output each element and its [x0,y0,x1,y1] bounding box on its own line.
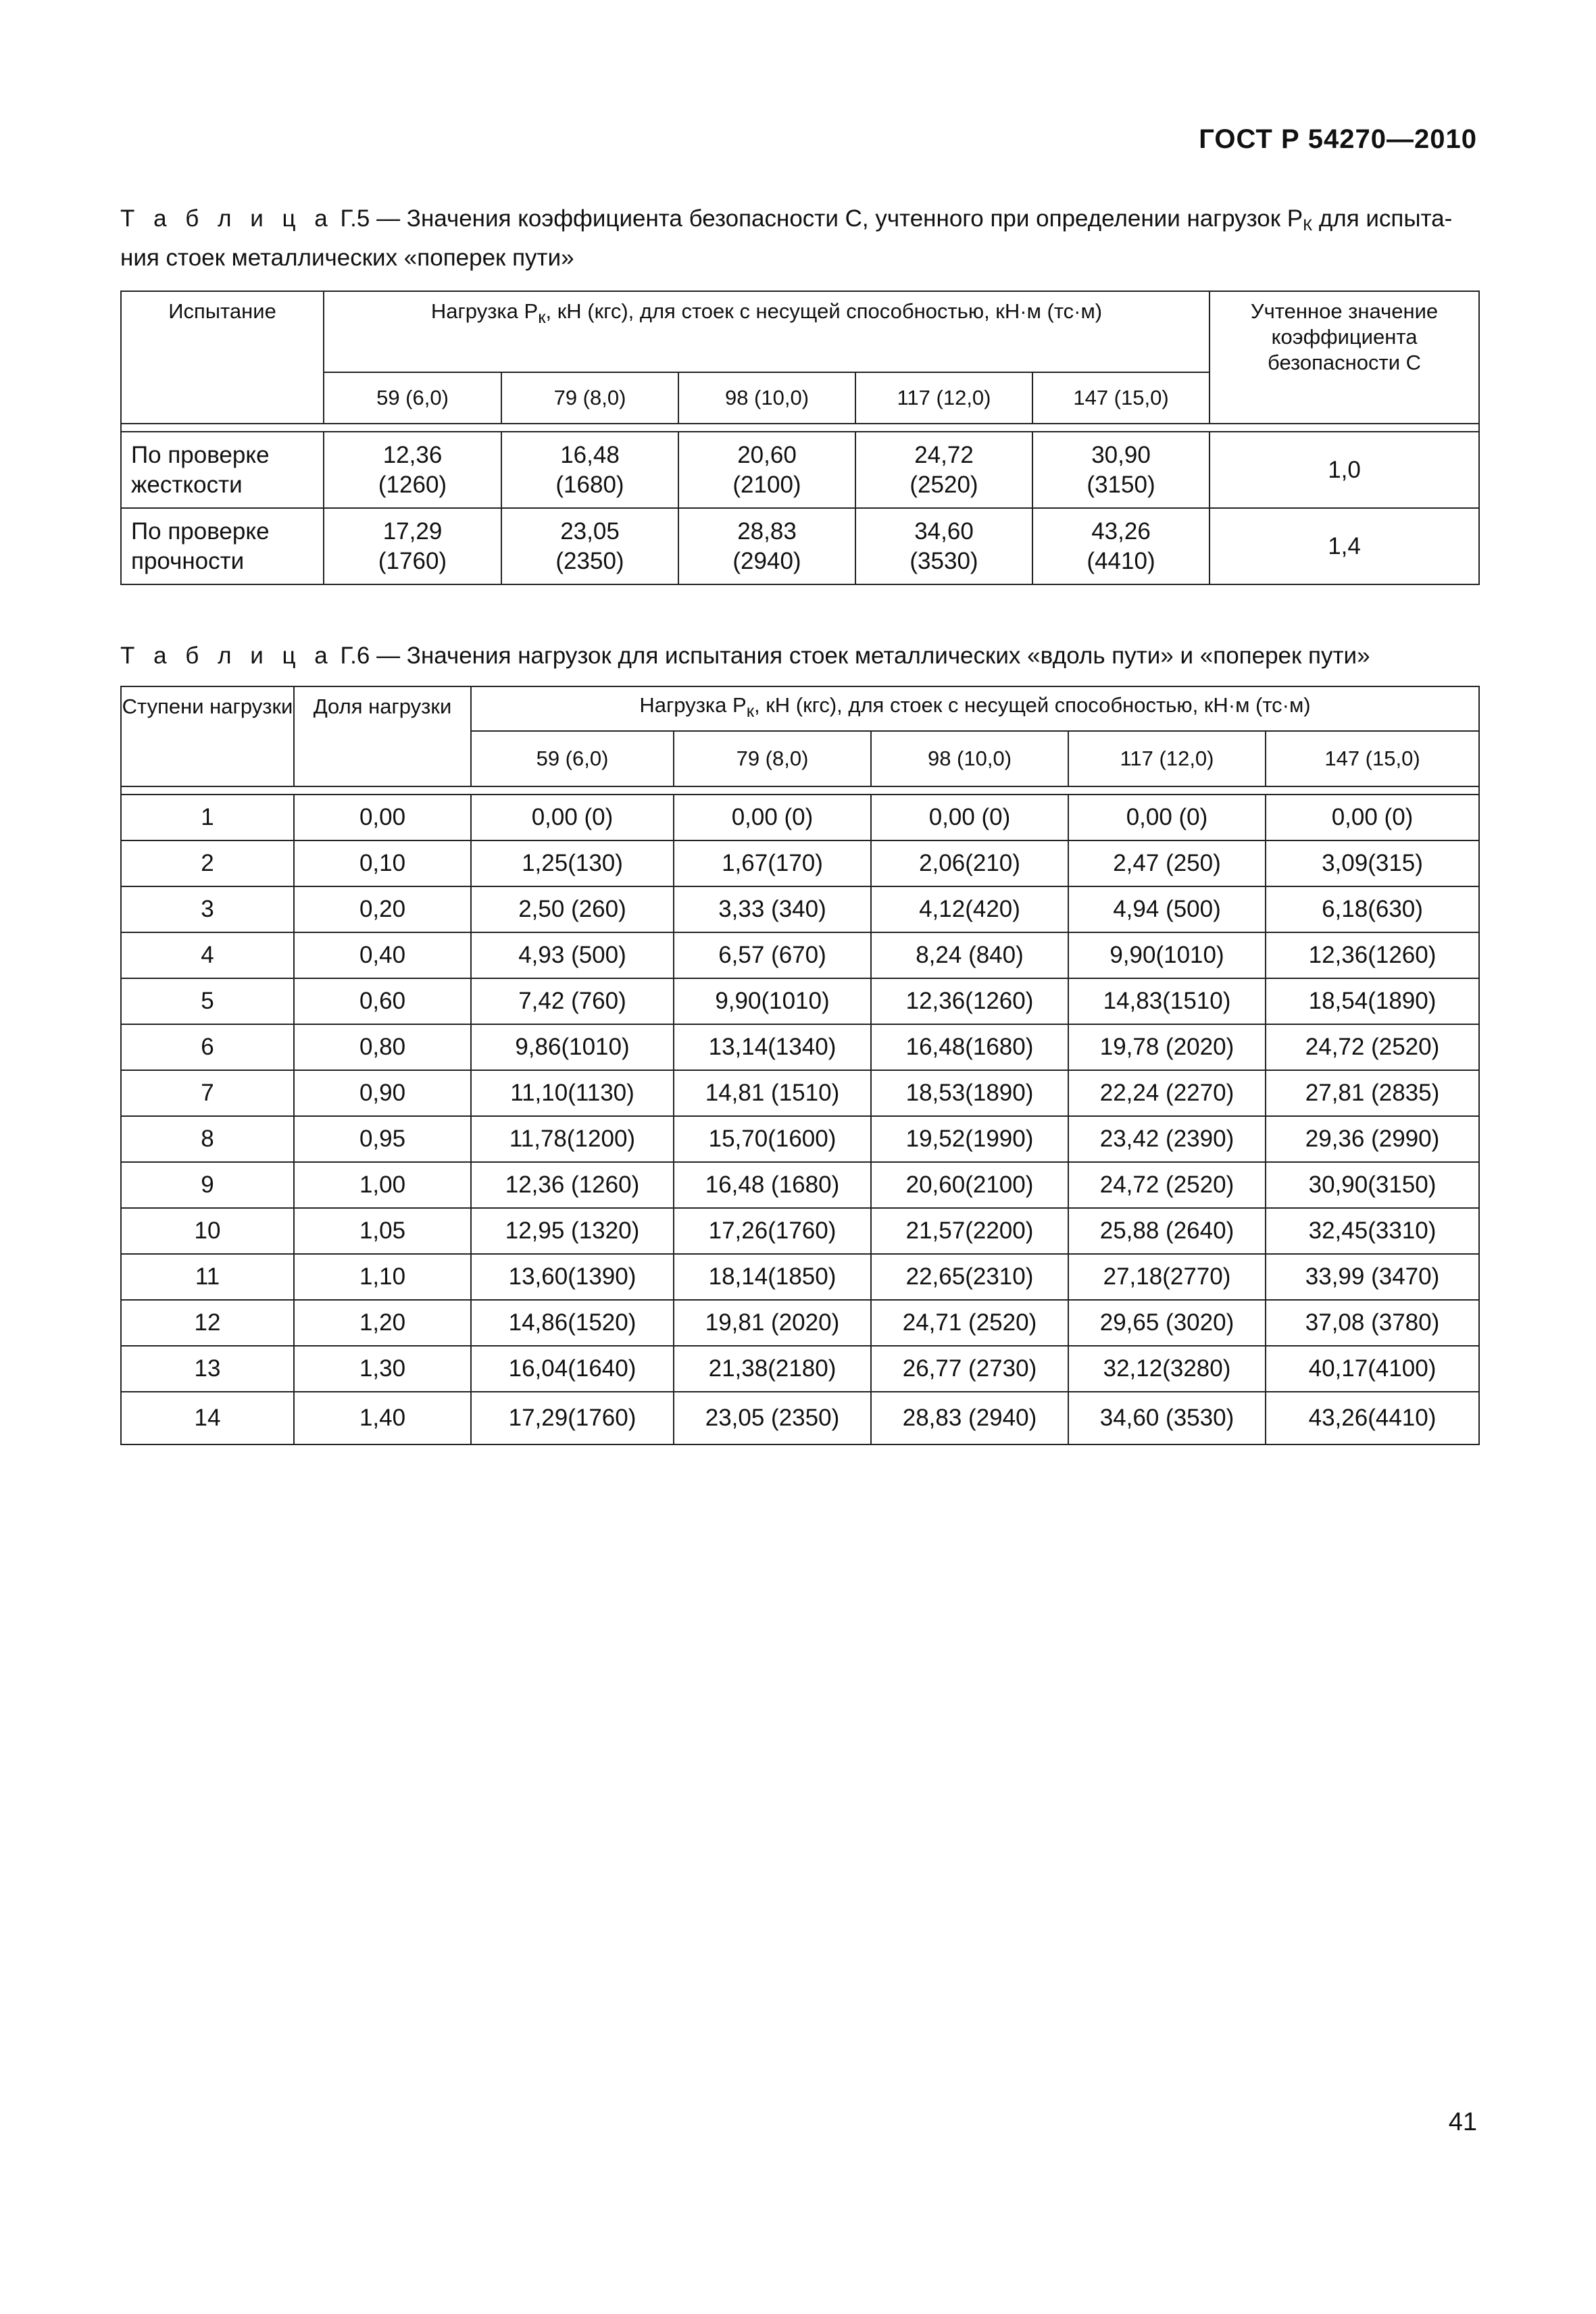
load-cell: 0,00 (0) [471,795,674,840]
load-cell: 17,29 (1760) [324,508,501,584]
table-row [121,932,1479,978]
load-label: Нагрузка P [430,299,539,323]
load-label: Нагрузка P [639,693,747,718]
load-cell: 11,78(1200) [471,1116,674,1162]
share-cell: 0,20 [294,886,471,932]
table-row [121,1024,1479,1070]
table-row [121,1346,1479,1392]
load-cell: 9,90(1010) [1068,932,1266,978]
load-cell: 12,36 (1260) [324,432,501,508]
table-row [121,1300,1479,1346]
load-cell: 17,29(1760) [471,1392,674,1444]
load-cell: 0,00 (0) [1068,795,1266,840]
table-row [121,432,1479,508]
caption-id: Г.6 [340,643,370,669]
stage-cell: 4 [121,932,294,978]
load-cell: 24,72 (2520) [855,432,1032,508]
load-cell: 4,94 (500) [1068,886,1266,932]
load-cell: 30,90(3150) [1266,1162,1479,1208]
load-cell: 20,60 (2100) [678,432,855,508]
load-cell: 2,47 (250) [1068,840,1266,886]
load-cell: 43,26 (4410) [1032,508,1210,584]
table-row [121,886,1479,932]
load-cell: 27,81 (2835) [1266,1070,1479,1116]
stage-cell: 7 [121,1070,294,1116]
capacity-header: 79 (8,0) [501,372,678,424]
page-number: 41 [1448,2108,1477,2136]
share-cell: 0,00 [294,795,471,840]
stage-cell: 3 [121,886,294,932]
load-cell: 20,60(2100) [871,1162,1068,1208]
share-cell: 0,10 [294,840,471,886]
table-row [121,840,1479,886]
table-row [121,978,1479,1024]
load-cell: 16,48 (1680) [674,1162,871,1208]
capacity-header: 147 (15,0) [1266,731,1479,786]
load-cell: 40,17(4100) [1266,1346,1479,1392]
load-cell: 14,81 (1510) [674,1070,871,1116]
load-cell: 12,95 (1320) [471,1208,674,1254]
load-subscript: к [538,308,546,328]
row-label: По проверке жесткости [121,432,324,508]
capacity-header: 79 (8,0) [674,731,871,786]
caption-text: — Значения нагрузок для испытания стоек металлических «вдоль пути» и «поперек пути» [376,643,1370,669]
capacity-header: 117 (12,0) [1068,731,1266,786]
load-cell: 16,48 (1680) [501,432,678,508]
caption-prefix: Т а б л и ц а [120,205,334,232]
load-cell: 29,36 (2990) [1266,1116,1479,1162]
load-label-rest: , кН (кгс), для стоек с несущей способностью, кН·м (тс·м) [545,299,1103,323]
share-cell: 0,80 [294,1024,471,1070]
load-cell: 21,38(2180) [674,1346,871,1392]
load-cell: 17,26(1760) [674,1208,871,1254]
load-cell: 18,53(1890) [871,1070,1068,1116]
caption-text: — Значения коэффициента безопасности C, учтенного при определении нагрузок P [376,205,1303,232]
load-cell: 18,54(1890) [1266,978,1479,1024]
load-cell: 2,50 (260) [471,886,674,932]
load-cell: 34,60 (3530) [855,508,1032,584]
load-subscript: к [746,702,755,722]
load-cell: 37,08 (3780) [1266,1300,1479,1346]
load-cell: 19,52(1990) [871,1116,1068,1162]
load-cell: 32,45(3310) [1266,1208,1479,1254]
load-cell: 3,33 (340) [674,886,871,932]
table-row [121,1116,1479,1162]
load-cell: 23,42 (2390) [1068,1116,1266,1162]
table-row [121,1162,1479,1208]
load-cell: 43,26(4410) [1266,1392,1479,1444]
stage-cell: 9 [121,1162,294,1208]
share-cell: 0,40 [294,932,471,978]
table-g6 [120,686,1480,1445]
load-cell: 9,90(1010) [674,978,871,1024]
table-row [121,1254,1479,1300]
load-cell: 28,83 (2940) [678,508,855,584]
capacity-header: 147 (15,0) [1032,372,1210,424]
document-number: ГОСТ Р 54270—2010 [1199,124,1477,154]
table-g6-body [121,795,1479,1444]
caption-rest: для испыта-ния стоек металлических «поперек пути» [120,205,1453,271]
capacity-header: 98 (10,0) [871,731,1068,786]
table-row [121,1070,1479,1116]
load-cell: 0,00 (0) [871,795,1068,840]
load-cell: 14,83(1510) [1068,978,1266,1024]
share-cell: 1,10 [294,1254,471,1300]
load-cell: 29,65 (3020) [1068,1300,1266,1346]
stage-cell: 12 [121,1300,294,1346]
load-cell: 11,10(1130) [471,1070,674,1116]
load-cell: 7,42 (760) [471,978,674,1024]
share-cell: 0,60 [294,978,471,1024]
col-header-stage: Ступени нагрузки [121,686,294,786]
capacity-header: 98 (10,0) [678,372,855,424]
load-cell: 1,67(170) [674,840,871,886]
caption-subscript: К [1303,216,1313,234]
load-cell: 21,57(2200) [871,1208,1068,1254]
table-row [121,508,1479,584]
share-cell: 0,90 [294,1070,471,1116]
load-cell: 27,18(2770) [1068,1254,1266,1300]
load-cell: 23,05 (2350) [501,508,678,584]
table-g5 [120,291,1480,585]
load-cell: 22,65(2310) [871,1254,1068,1300]
share-cell: 1,00 [294,1162,471,1208]
row-label: По проверке прочности [121,508,324,584]
table-g5-caption [120,203,1478,274]
load-cell: 13,14(1340) [674,1024,871,1070]
stage-cell: 13 [121,1346,294,1392]
load-cell: 6,18(630) [1266,886,1479,932]
caption-id: Г.5 [340,205,370,232]
load-cell: 12,36(1260) [1266,932,1479,978]
load-label-rest: , кН (кгс), для стоек с несущей способностью, кН·м (тс·м) [754,693,1311,718]
load-cell: 15,70(1600) [674,1116,871,1162]
load-cell: 33,99 (3470) [1266,1254,1479,1300]
load-cell: 25,88 (2640) [1068,1208,1266,1254]
load-cell: 0,00 (0) [674,795,871,840]
share-cell: 1,20 [294,1300,471,1346]
load-cell: 12,36 (1260) [471,1162,674,1208]
load-cell: 14,86(1520) [471,1300,674,1346]
col-header-test: Испытание [121,291,324,424]
stage-cell: 8 [121,1116,294,1162]
share-cell: 1,40 [294,1392,471,1444]
safety-cell: 1,0 [1210,432,1479,508]
load-cell: 3,09(315) [1266,840,1479,886]
share-cell: 0,95 [294,1116,471,1162]
load-cell: 24,71 (2520) [871,1300,1068,1346]
load-cell: 12,36(1260) [871,978,1068,1024]
load-cell: 8,24 (840) [871,932,1068,978]
load-cell: 34,60 (3530) [1068,1392,1266,1444]
load-cell: 32,12(3280) [1068,1346,1266,1392]
stage-cell: 2 [121,840,294,886]
stage-cell: 11 [121,1254,294,1300]
load-cell: 2,06(210) [871,840,1068,886]
table-g6-caption [120,640,1478,672]
load-cell: 1,25(130) [471,840,674,886]
col-header-safety: Учтенное значение коэффициента безопасности C [1210,291,1479,424]
share-cell: 1,05 [294,1208,471,1254]
load-cell: 28,83 (2940) [871,1392,1068,1444]
load-cell: 9,86(1010) [471,1024,674,1070]
load-cell: 16,48(1680) [871,1024,1068,1070]
col-header-load [471,686,1479,731]
load-cell: 26,77 (2730) [871,1346,1068,1392]
load-cell: 0,00 (0) [1266,795,1479,840]
load-cell: 24,72 (2520) [1266,1024,1479,1070]
capacity-header: 117 (12,0) [855,372,1032,424]
stage-cell: 1 [121,795,294,840]
safety-cell: 1,4 [1210,508,1479,584]
stage-cell: 14 [121,1392,294,1444]
load-cell: 4,12(420) [871,886,1068,932]
load-cell: 6,57 (670) [674,932,871,978]
table-row [121,1392,1479,1444]
col-header-load [324,291,1210,372]
load-cell: 4,93 (500) [471,932,674,978]
stage-cell: 10 [121,1208,294,1254]
col-header-share: Доля нагрузки [294,686,471,786]
caption-prefix: Т а б л и ц а [120,643,334,669]
capacity-header: 59 (6,0) [324,372,501,424]
table-row [121,1208,1479,1254]
capacity-header: 59 (6,0) [471,731,674,786]
load-cell: 23,05 (2350) [674,1392,871,1444]
load-cell: 16,04(1640) [471,1346,674,1392]
load-cell: 19,78 (2020) [1068,1024,1266,1070]
load-cell: 30,90 (3150) [1032,432,1210,508]
table-row [121,795,1479,840]
load-cell: 24,72 (2520) [1068,1162,1266,1208]
stage-cell: 6 [121,1024,294,1070]
load-cell: 18,14(1850) [674,1254,871,1300]
load-cell: 22,24 (2270) [1068,1070,1266,1116]
header-separator [121,424,1479,432]
load-cell: 13,60(1390) [471,1254,674,1300]
load-cell: 19,81 (2020) [674,1300,871,1346]
stage-cell: 5 [121,978,294,1024]
share-cell: 1,30 [294,1346,471,1392]
header-separator [121,786,1479,795]
